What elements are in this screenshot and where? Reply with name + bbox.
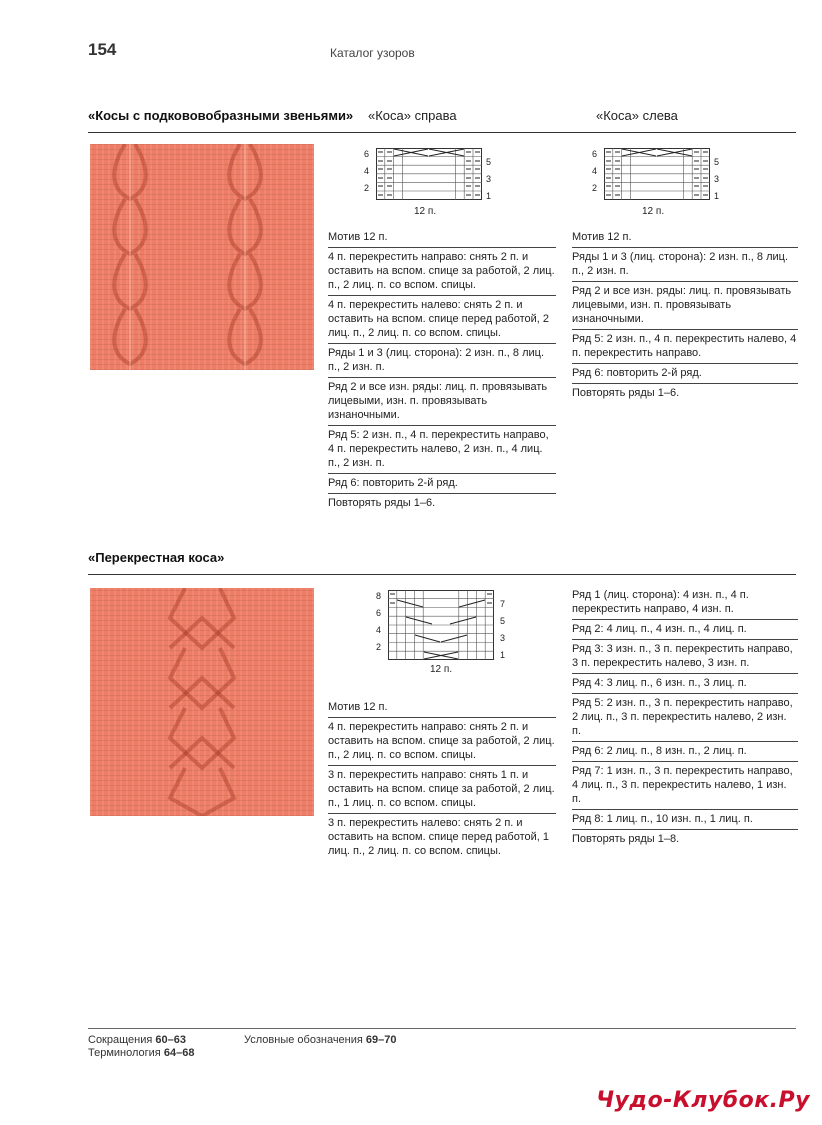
chart-left-title: «Коса» слева	[596, 108, 678, 123]
section2-rule	[88, 574, 796, 575]
page-number: 154	[88, 40, 117, 59]
instruction-row: Ряд 1 (лиц. сторона): 4 изн. п., 4 п. перекрестить направо, 4 изн. п.	[572, 586, 798, 620]
row-label: 6	[364, 149, 370, 159]
footer-symbols-pages[interactable]: 69–70	[365, 1034, 397, 1046]
instruction-row: 3 п. перекрестить направо: снять 1 п. и оставить на вспом. спице за работой, 2 лиц. п., 1 лиц. п. со вспом. спицы.	[328, 766, 556, 814]
instruction-row: 3 п. перекрестить налево: снять 2 п. и оставить на вспом. спице перед работой, 1 лиц. п., 2 лиц. п. со вспом. спицы.	[328, 817, 549, 857]
instruction-row: Ряд 6: 2 лиц. п., 8 изн. п., 2 лиц. п.	[572, 742, 798, 762]
knit-swatch-cross-cable	[90, 588, 314, 816]
section2-title: «Перекрестная коса»	[88, 550, 225, 565]
repeat-note: Повторять ряды 1–6.	[572, 387, 680, 399]
row-label: 1	[486, 191, 492, 201]
stitch-count-label: 12 п.	[414, 206, 437, 217]
instruction-row: Ряд 7: 1 изн. п., 3 п. перекрестить направо, 4 лиц. п., 3 п. перекрестить налево, 1 изн. п.	[572, 762, 798, 810]
footer-term-pages[interactable]: 64–68	[163, 1047, 195, 1059]
repeat-note: Повторять ряды 1–6.	[328, 497, 436, 509]
motif-head: Мотив 12 п.	[572, 228, 798, 248]
repeat-note: Повторять ряды 1–8.	[572, 833, 680, 845]
chart-cable-left	[588, 144, 728, 224]
row-label: 2	[592, 183, 598, 193]
section1-title: «Косы с подкововобразными звеньями»	[88, 108, 354, 123]
chart-grid	[604, 148, 710, 200]
row-label: 7	[500, 599, 506, 609]
row-label: 5	[714, 157, 720, 167]
instruction-row: Ряд 6: повторить 2-й ряд.	[572, 364, 798, 384]
knit-swatch-horseshoe-cable	[90, 144, 314, 370]
instruction-row: Ряд 5: 2 изн. п., 4 п. перекрестить направо, 4 п. перекрестить налево, 2 изн. п., 4 лиц. п., 2 изн. п.	[328, 426, 556, 474]
footer-links-left	[88, 1034, 194, 1060]
row-label: 2	[364, 183, 370, 193]
row-label: 3	[500, 633, 506, 643]
footer-abbrev-pages[interactable]: 60–63	[155, 1034, 186, 1046]
row-label: 5	[500, 616, 506, 626]
instruction-row: Ряд 5: 2 изн. п., 3 п. перекрестить направо, 2 лиц. п., 3 п. перекрестить налево, 2 изн. п.	[572, 694, 798, 742]
instruction-row: Ряд 6: повторить 2-й ряд.	[328, 474, 556, 494]
row-label: 5	[486, 157, 492, 167]
row-label: 4	[592, 166, 598, 176]
row-label: 3	[486, 174, 492, 184]
row-label: 4	[376, 625, 382, 635]
instruction-row: 4 п. перекрестить направо: снять 2 п. и оставить на вспом. спице за работой, 2 лиц. п., 2 лиц. п. со вспом. спицы.	[328, 248, 556, 296]
row-label: 8	[376, 591, 382, 601]
chart-cable-right	[360, 144, 500, 224]
row-label: 6	[592, 149, 598, 159]
stitch-count-label: 12 п.	[430, 664, 453, 675]
instructions-cable-right	[328, 228, 556, 513]
section1-rule	[88, 132, 796, 133]
instruction-row: 4 п. перекрестить налево: снять 2 п. и оставить на вспом. спице перед работой, 2 лиц. п., 2 лиц. п. со вспом. спицы.	[328, 296, 556, 344]
running-title: Каталог узоров	[330, 46, 415, 60]
instruction-row: Ряд 4: 3 лиц. п., 6 изн. п., 3 лиц. п.	[572, 674, 798, 694]
chart-grid	[376, 148, 482, 200]
row-label: 2	[376, 642, 382, 652]
row-label: 1	[500, 650, 506, 660]
footer-term-label: Терминология	[88, 1047, 161, 1059]
instruction-row: Ряд 5: 2 изн. п., 4 п. перекрестить налево, 4 п. перекрестить направо.	[572, 330, 798, 364]
row-label: 4	[364, 166, 370, 176]
instructions-cross-cable-abbrev	[328, 698, 556, 861]
instruction-row: Ряд 2 и все изн. ряды: лиц. п. провязывать лицевыми, изн. п. провязывать изнаночными.	[328, 378, 556, 426]
motif-head: Мотив 12 п.	[328, 228, 556, 248]
footer-abbrev-label: Сокращения	[88, 1034, 153, 1046]
stitch-count-label: 12 п.	[642, 206, 665, 217]
instruction-row: Ряды 1 и 3 (лиц. сторона): 2 изн. п., 8 лиц. п., 2 изн. п.	[328, 344, 556, 378]
instruction-row: Ряд 8: 1 лиц. п., 10 изн. п., 1 лиц. п.	[572, 810, 798, 830]
instructions-cross-cable-rows	[572, 586, 798, 849]
instruction-row: Ряд 2: 4 лиц. п., 4 изн. п., 4 лиц. п.	[572, 620, 798, 640]
chart-right-title: «Коса» справа	[368, 108, 457, 123]
motif-head: Мотив 12 п.	[328, 698, 556, 718]
footer-symbols-label: Условные обозначения	[244, 1034, 363, 1046]
instructions-cable-left	[572, 228, 798, 403]
instruction-row: Ряды 1 и 3 (лиц. сторона): 2 изн. п., 8 лиц. п., 2 изн. п.	[572, 248, 798, 282]
footer-rule	[88, 1028, 796, 1029]
instruction-row: 4 п. перекрестить направо: снять 2 п. и оставить на вспом. спице за работой, 2 лиц. п., 2 лиц. п. со вспом. спицы.	[328, 718, 556, 766]
footer-links-middle	[244, 1034, 397, 1047]
chart-cross-cable	[370, 588, 510, 680]
row-label: 1	[714, 191, 720, 201]
instruction-row: Ряд 2 и все изн. ряды: лиц. п. провязывать лицевыми, изн. п. провязывать изнаночными.	[572, 282, 798, 330]
chart-grid	[388, 590, 494, 660]
site-watermark: Чудо-Клубок.Ру	[596, 1088, 810, 1113]
row-label: 6	[376, 608, 382, 618]
instruction-row: Ряд 3: 3 изн. п., 3 п. перекрестить направо, 3 п. перекрестить налево, 3 изн. п.	[572, 640, 798, 674]
row-label: 3	[714, 174, 720, 184]
